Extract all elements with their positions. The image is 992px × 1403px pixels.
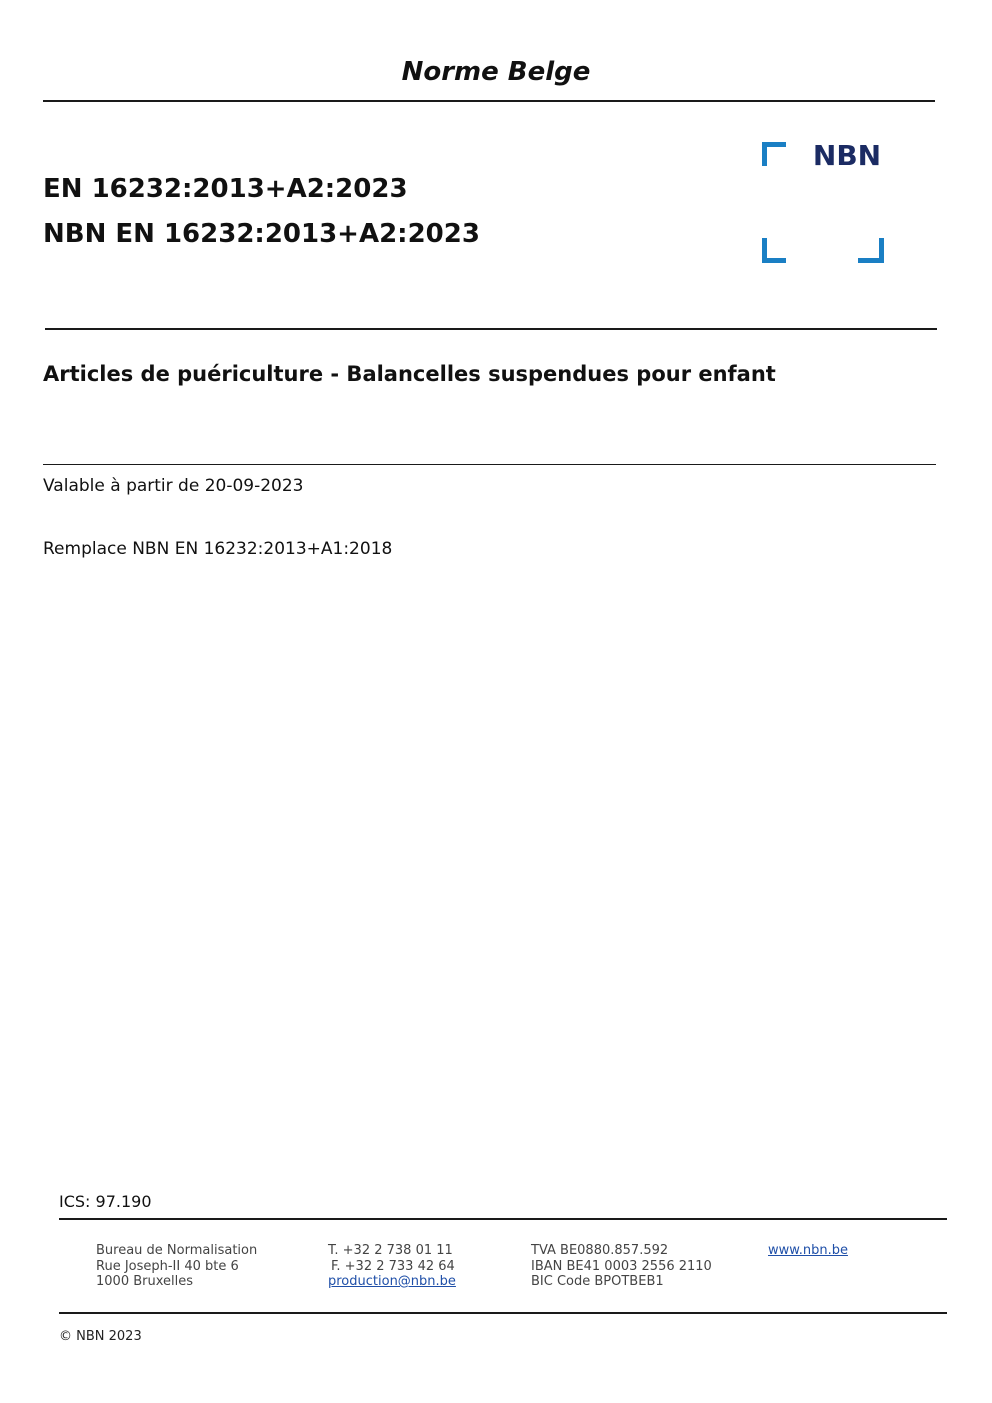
vat-number: TVA BE0880.857.592 xyxy=(531,1243,669,1258)
iban-number: IBAN BE41 0003 2556 2110 xyxy=(531,1258,712,1274)
address-line-1: Bureau de Normalisation xyxy=(96,1243,258,1258)
title-top-divider xyxy=(45,328,937,330)
title-bottom-divider xyxy=(43,464,936,465)
replaces-standard: Remplace NBN EN 16232:2013+A1:2018 xyxy=(43,539,393,559)
footer-contact xyxy=(328,1243,456,1290)
validity-date: Valable à partir de 20-09-2023 xyxy=(43,476,304,496)
fax-number: F. +32 2 733 42 64 xyxy=(331,1258,455,1274)
email-link[interactable]: production@nbn.be xyxy=(328,1274,456,1289)
footer-top-divider xyxy=(59,1218,947,1220)
address-line-3: 1000 Bruxelles xyxy=(96,1274,194,1289)
nbn-logo xyxy=(762,142,884,263)
bic-code: BIC Code BPOTBEB1 xyxy=(531,1274,664,1289)
standard-code-en: EN 16232:2013+A2:2023 xyxy=(43,174,408,204)
website-link[interactable]: www.nbn.be xyxy=(768,1243,848,1258)
address-line-2: Rue Joseph-II 40 bte 6 xyxy=(96,1258,239,1274)
document-title: Articles de puériculture - Balancelles suspendues pour enfant xyxy=(43,362,776,386)
footer-address xyxy=(96,1243,257,1290)
header-divider xyxy=(43,100,935,102)
page-header-title: Norme Belge xyxy=(401,57,591,87)
footer-bottom-divider xyxy=(59,1312,947,1314)
phone-number: T. +32 2 738 01 11 xyxy=(328,1243,453,1258)
footer-bank xyxy=(531,1243,712,1290)
copyright-notice: © NBN 2023 xyxy=(59,1329,142,1344)
footer-website xyxy=(768,1243,848,1259)
standard-code-nbn: NBN EN 16232:2013+A2:2023 xyxy=(43,219,480,249)
ics-code: ICS: 97.190 xyxy=(59,1192,152,1211)
logo-text: NBN xyxy=(812,142,882,172)
